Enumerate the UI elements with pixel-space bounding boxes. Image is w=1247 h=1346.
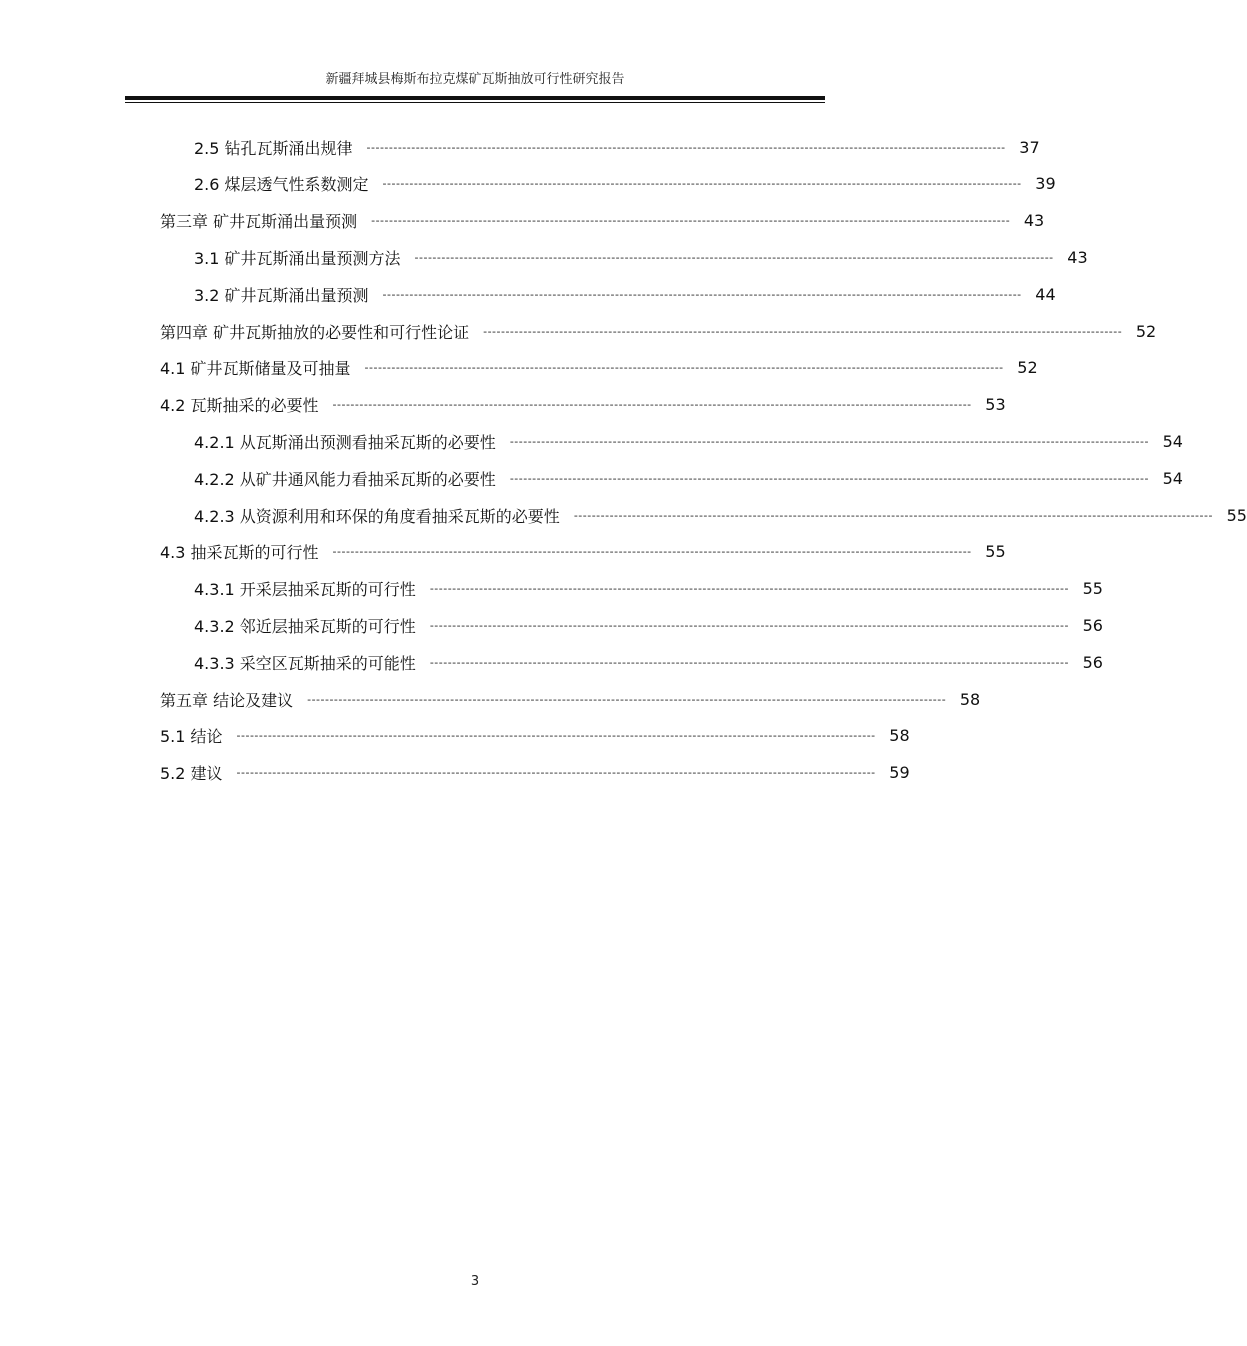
toc-entry-page-number: 56 <box>1082 615 1103 635</box>
toc-entry-page-number: 43 <box>1067 247 1088 267</box>
toc-entry-page-number: 52 <box>1135 321 1157 341</box>
document-header-title: 新疆拜城县梅斯布拉克煤矿瓦斯抽放可行性研究报告 <box>325 72 625 87</box>
page-number: 3 <box>470 1274 480 1289</box>
toc-entry-title: 4.2.3 从资源利用和环保的角度看抽采瓦斯的必要性 <box>194 506 560 526</box>
toc-entry-title: 3.1 矿井瓦斯涌出量预测方法 <box>194 248 401 268</box>
toc-entry-leader: ----------------------------------------------------------------------------------------------------------------------------------------------- <box>382 177 1022 191</box>
toc-entry-page-number: 43 <box>1023 211 1045 231</box>
toc-entry[interactable] <box>194 281 1056 307</box>
toc-entry-title: 第三章 矿井瓦斯涌出量预测 <box>160 212 358 232</box>
toc-entry-leader: ----------------------------------------------------------------------------------------------------------------------------------------------- <box>236 729 876 743</box>
toc-entry-title: 4.3.3 采空区瓦斯抽采的可能性 <box>194 653 416 673</box>
toc-entry[interactable] <box>160 208 1045 234</box>
toc-entry-leader: ----------------------------------------------------------------------------------------------------------------------------------------------- <box>382 287 1022 301</box>
toc-entry-leader: ----------------------------------------------------------------------------------------------------------------------------------------------- <box>429 618 1069 632</box>
toc-entry-page-number: 37 <box>1019 137 1040 157</box>
toc-entry-page-number: 55 <box>985 542 1006 562</box>
toc-entry-title: 5.1 结论 <box>160 727 223 747</box>
toc-entry-title: 3.2 矿井瓦斯涌出量预测 <box>194 285 369 305</box>
toc-entry-title: 4.2.2 从矿井通风能力看抽采瓦斯的必要性 <box>194 469 496 489</box>
toc-entry-title: 4.1 矿井瓦斯储量及可抽量 <box>160 359 351 379</box>
toc-entry-leader: ----------------------------------------------------------------------------------------------------------------------------------------------- <box>414 250 1054 264</box>
toc-entry-page-number: 55 <box>1082 579 1103 599</box>
toc-entry-leader: ----------------------------------------------------------------------------------------------------------------------------------------------- <box>332 398 972 412</box>
toc-entry[interactable] <box>160 723 910 749</box>
toc-entry[interactable] <box>194 502 1247 528</box>
toc-entry[interactable] <box>194 244 1088 270</box>
toc-entry-leader: ----------------------------------------------------------------------------------------------------------------------------------------------- <box>364 361 1004 375</box>
toc-entry-title: 第五章 结论及建议 <box>160 690 294 710</box>
toc-entry-title: 第四章 矿井瓦斯抽放的必要性和可行性论证 <box>160 322 470 342</box>
toc-entry-page-number: 54 <box>1162 431 1183 451</box>
header-rule-thick <box>125 96 825 100</box>
toc-entry[interactable] <box>160 686 981 712</box>
toc-entry-leader: ----------------------------------------------------------------------------------------------------------------------------------------------- <box>429 582 1069 596</box>
toc-entry-title: 4.3.1 开采层抽采瓦斯的可行性 <box>194 580 416 600</box>
toc-entry[interactable] <box>194 612 1103 638</box>
toc-entry-page-number: 55 <box>1226 505 1247 525</box>
toc-entry-title: 5.2 建议 <box>160 764 223 784</box>
toc-entry[interactable] <box>160 392 1006 418</box>
toc-entry-leader: ----------------------------------------------------------------------------------------------------------------------------------------------- <box>307 692 947 706</box>
toc-entry[interactable] <box>194 576 1103 602</box>
toc-entry-leader: ----------------------------------------------------------------------------------------------------------------------------------------------- <box>366 140 1006 154</box>
toc-entry-leader: ----------------------------------------------------------------------------------------------------------------------------------------------- <box>509 471 1149 485</box>
toc-entry[interactable] <box>194 171 1056 197</box>
toc-entry-title: 4.3 抽采瓦斯的可行性 <box>160 543 319 563</box>
toc-entry-leader: ----------------------------------------------------------------------------------------------------------------------------------------------- <box>429 655 1069 669</box>
toc-entry-leader: ----------------------------------------------------------------------------------------------------------------------------------------------- <box>236 766 876 780</box>
toc-entry[interactable] <box>194 465 1183 491</box>
toc-entry-leader: ----------------------------------------------------------------------------------------------------------------------------------------------- <box>509 434 1149 448</box>
toc-entry-page-number: 53 <box>985 395 1006 415</box>
toc-entry[interactable] <box>194 649 1103 675</box>
toc-entry-title: 2.6 煤层透气性系数测定 <box>194 175 369 195</box>
toc-entry-page-number: 54 <box>1162 468 1183 488</box>
toc-entry-title: 4.2.1 从瓦斯涌出预测看抽采瓦斯的必要性 <box>194 432 496 452</box>
toc-entry-leader: ----------------------------------------------------------------------------------------------------------------------------------------------- <box>332 545 972 559</box>
toc-entry-page-number: 58 <box>889 726 910 746</box>
toc-entry[interactable] <box>160 355 1038 381</box>
toc-entry-title: 4.3.2 邻近层抽采瓦斯的可行性 <box>194 616 416 636</box>
toc-entry[interactable] <box>160 318 1157 344</box>
toc-entry[interactable] <box>160 539 1006 565</box>
toc-entry[interactable] <box>194 428 1183 454</box>
toc-entry-title: 4.2 瓦斯抽采的必要性 <box>160 396 319 416</box>
toc-entry-page-number: 59 <box>889 763 910 783</box>
toc-entry-leader: ----------------------------------------------------------------------------------------------------------------------------------------------- <box>573 508 1213 522</box>
toc-entry[interactable] <box>160 760 910 786</box>
toc-entry[interactable] <box>194 134 1040 160</box>
toc-entry-page-number: 56 <box>1082 652 1103 672</box>
toc-entry-page-number: 52 <box>1017 358 1038 378</box>
toc-entry-page-number: 44 <box>1035 284 1056 304</box>
toc-entry-title: 2.5 钻孔瓦斯涌出规律 <box>194 138 353 158</box>
toc-entry-leader: ----------------------------------------------------------------------------------------------------------------------------------------------- <box>483 324 1123 338</box>
toc-entry-page-number: 39 <box>1035 174 1056 194</box>
header-rule-thin <box>125 102 825 103</box>
toc-entry-leader: ----------------------------------------------------------------------------------------------------------------------------------------------- <box>371 214 1011 228</box>
toc-entry-page-number: 58 <box>959 689 981 709</box>
